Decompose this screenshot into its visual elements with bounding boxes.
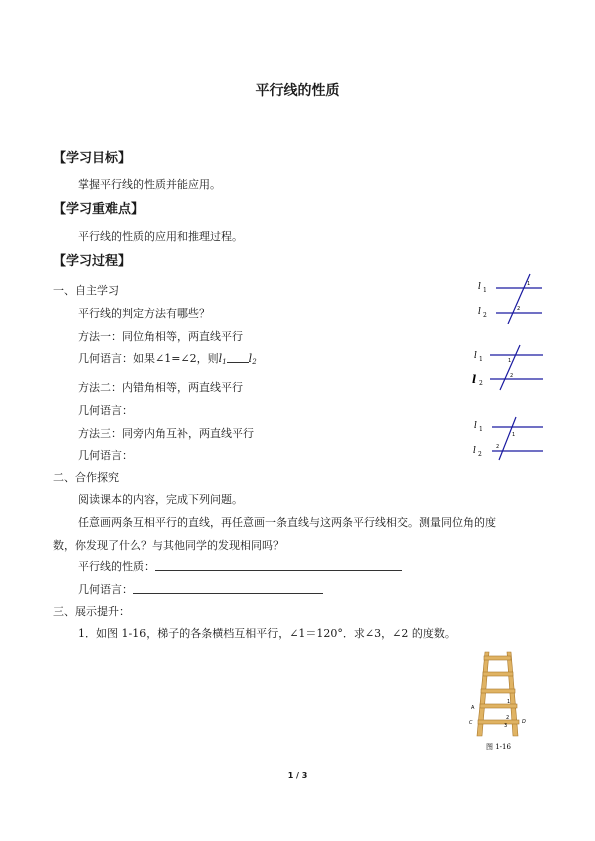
problem1-text: 1．如图 1-16，梯子的各条横档互相平行，∠1＝120°．求∠3，∠2 的度数。 <box>78 627 456 640</box>
fig3-angle2: 2 <box>496 444 500 450</box>
parallel-lines-figure-2 <box>470 343 545 391</box>
part2-read: 阅读课本的内容，完成下列问题。 <box>78 493 243 506</box>
parallel-lines-figure-1 <box>472 272 544 324</box>
part3-heading: 三、展示提升： <box>53 605 130 618</box>
method2-text: 方法二：内错角相等，两直线平行 <box>78 381 243 394</box>
property-answer-blank[interactable] <box>155 560 402 571</box>
fig1-l1-label: l <box>478 282 481 292</box>
geo-answer-blank[interactable] <box>133 583 323 594</box>
fig1-angle2: 2 <box>517 306 521 312</box>
parallel-lines-figure-3 <box>470 413 545 461</box>
fig1-l2-label: l <box>478 307 481 317</box>
ladder-rung <box>480 704 517 708</box>
key-header: 【学习重难点】 <box>53 202 145 217</box>
fig2-transversal <box>500 345 520 390</box>
method1-text: 方法一：同位角相等，两直线平行 <box>78 330 243 343</box>
page-title: 平行线的性质 <box>255 83 340 99</box>
ladder-rung <box>484 656 511 660</box>
part2-paragraph-line1: 任意画两条互相平行的直线，再任意画一条直线与这两条平行线相交。测量同位角的度 <box>78 516 496 529</box>
page-number: 1 / 3 <box>287 771 308 780</box>
fig3-l1-sub: 1 <box>479 426 483 433</box>
method3-text: 方法三：同旁内角互补，两直线平行 <box>78 427 254 440</box>
fig2-angle1: 1 <box>508 358 512 364</box>
fig3-l1-label: l <box>474 421 477 431</box>
fig2-l2-sub: 2 <box>479 380 483 387</box>
geo-label: 几何语言： <box>78 583 133 596</box>
goal-header: 【学习目标】 <box>53 151 132 166</box>
property-label: 平行线的性质： <box>78 560 155 573</box>
ladder-label-c: C <box>469 720 473 726</box>
geo-line <box>78 581 323 597</box>
process-header: 【学习过程】 <box>53 254 132 269</box>
key-text: 平行线的性质的应用和推理过程。 <box>78 230 243 243</box>
fig2-angle2: 2 <box>510 373 514 379</box>
l2-symbol: l <box>248 352 253 365</box>
ladder-label-a: A <box>471 705 475 711</box>
fig1-l2-sub: 2 <box>483 312 487 319</box>
property-line <box>78 558 402 574</box>
l1-subscript: 1 <box>222 358 227 366</box>
ladder-angle-1: 1 <box>507 699 511 705</box>
ladder-caption: 图 1-16 <box>486 743 511 751</box>
geo1-answer-blank[interactable] <box>227 352 249 363</box>
fig3-angle1: 1 <box>512 432 516 438</box>
geo2-text: 几何语言： <box>78 404 133 417</box>
geo1-prefix: 几何语言：如果∠1=∠2，则 <box>78 352 219 365</box>
fig2-l2-label: l <box>472 373 477 386</box>
geo1-text <box>78 350 257 366</box>
ladder-figure <box>458 650 538 754</box>
ladder-label-d: D <box>522 719 526 725</box>
ladder-rung <box>481 689 515 693</box>
l2-subscript: 2 <box>252 358 257 366</box>
ladder-angle-2: 2 <box>506 715 510 721</box>
ladder-angle-3: 3 <box>504 723 508 729</box>
ladder-rung <box>483 672 513 676</box>
fig3-l2-sub: 2 <box>478 451 482 458</box>
fig2-l1-sub: 1 <box>479 356 483 363</box>
fig1-angle1: 1 <box>527 281 531 287</box>
ladder-rung <box>478 720 519 724</box>
l1-symbol: l <box>218 352 223 365</box>
part1-question: 平行线的判定方法有哪些？ <box>78 307 210 320</box>
part2-heading: 二、合作探究 <box>53 471 119 484</box>
geo3-text: 几何语言： <box>78 449 133 462</box>
fig2-l1-label: l <box>474 351 477 361</box>
fig3-transversal <box>499 417 516 460</box>
part2-paragraph-line2: 数，你发现了什么？与其他同学的发现相同吗？ <box>53 539 284 552</box>
fig1-l1-sub: 1 <box>483 287 487 294</box>
part1-heading: 一、自主学习 <box>53 284 119 297</box>
goal-text: 掌握平行线的性质并能应用。 <box>78 178 221 191</box>
fig3-l2-label: l <box>473 446 476 456</box>
